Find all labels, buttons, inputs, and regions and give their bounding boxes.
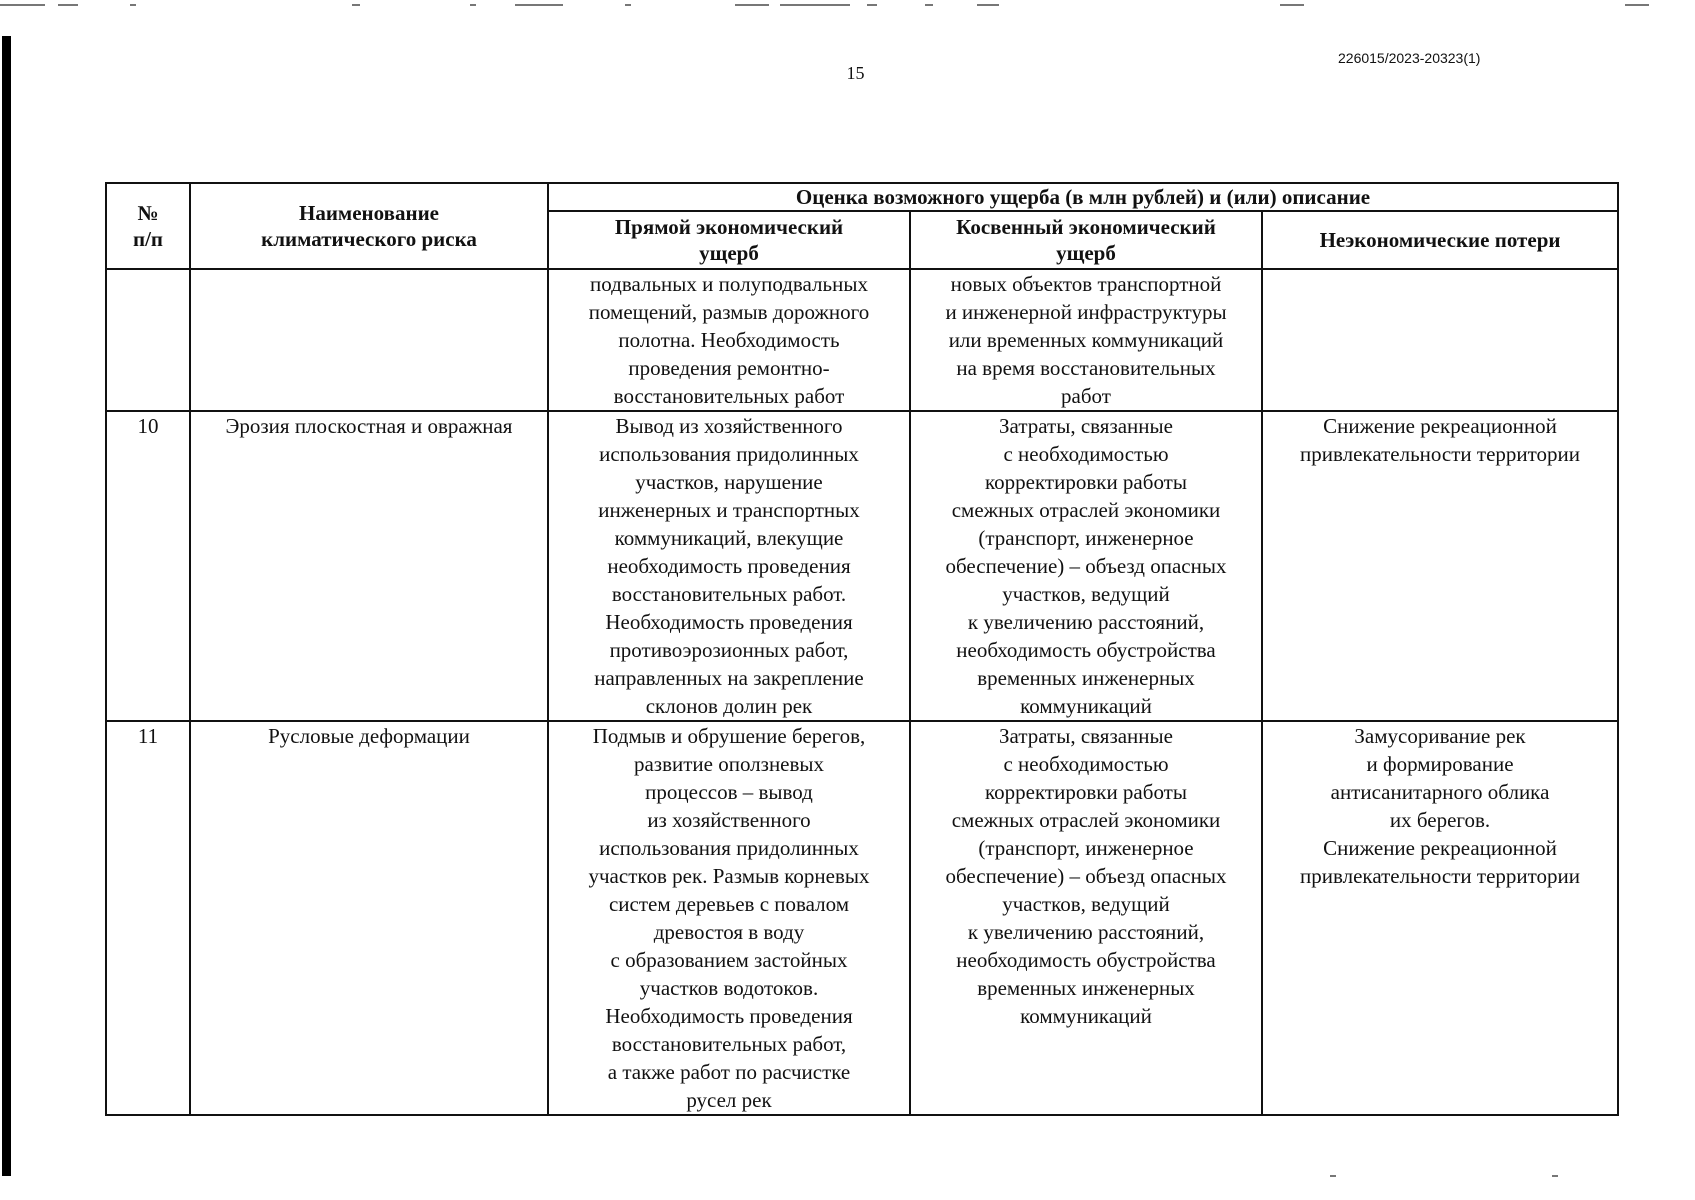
row-number: 11 <box>106 721 190 1115</box>
indirect-damage: Затраты, связанные с необходимостью корректировки работы смежных отраслей экономики (транспорт, инженерное обеспечение) – объезд опасных участков, ведущий к увеличению расстояний, необходимость обустройства временных инженерных коммуникаций <box>910 721 1262 1115</box>
direct-damage: подвальных и полуподвальных помещений, размыв дорожного полотна. Необходимость проведения ремонтно- восстановительных работ <box>548 269 910 411</box>
scan-edge-shadow <box>2 36 11 1176</box>
scan-bottom-marks <box>0 1175 1695 1179</box>
risk-name: Эрозия плоскостная и овражная <box>190 411 548 721</box>
indirect-damage: Затраты, связанные с необходимостью корректировки работы смежных отраслей экономики (транспорт, инженерное обеспечение) – объезд опасных участков, ведущий к увеличению расстояний, необходимость обустройства временных инженерных коммуникаций <box>910 411 1262 721</box>
noneconomic-losses <box>1262 269 1618 411</box>
direct-damage: Вывод из хозяйственного использования придолинных участков, нарушение инженерных и транспортных коммуникаций, влекущие необходимость проведения восстановительных работ. Необходимость проведения противоэрозионных работ, направленных на закрепление склонов долин рек <box>548 411 910 721</box>
climate-risk-table <box>105 182 1619 1116</box>
table-row <box>106 721 1618 1115</box>
row-number: 10 <box>106 411 190 721</box>
noneconomic-losses: Снижение рекреационной привлекательности территории <box>1262 411 1618 721</box>
noneconomic-losses: Замусоривание рек и формирование антисанитарного облика их берегов. Снижение рекреационной привлекательности территории <box>1262 721 1618 1115</box>
scan-top-marks <box>0 4 1695 10</box>
header-direct-damage: Прямой экономический ущерб <box>548 211 910 269</box>
indirect-damage: новых объектов транспортной и инженерной инфраструктуры или временных коммуникаций на время восстановительных работ <box>910 269 1262 411</box>
header-damage-assessment: Оценка возможного ущерба (в млн рублей) и (или) описание <box>548 183 1618 211</box>
document-id: 226015/2023-20323(1) <box>1338 50 1481 66</box>
risk-name: Русловые деформации <box>190 721 548 1115</box>
header-indirect-damage: Косвенный экономический ущерб <box>910 211 1262 269</box>
direct-damage: Подмыв и обрушение берегов, развитие оползневых процессов – вывод из хозяйственного использования придолинных участков рек. Размыв корневых систем деревьев с повалом древостоя в воду с образованием застойных участков водотоков. Необходимость проведения восстановительных работ, а также работ по расчистке русел рек <box>548 721 910 1115</box>
row-number <box>106 269 190 411</box>
header-number: № п/п <box>106 183 190 269</box>
header-risk-name: Наименование климатического риска <box>190 183 548 269</box>
page-number: 15 <box>846 63 865 83</box>
header-noneconomic-losses: Неэкономические потери <box>1262 211 1618 269</box>
risk-name <box>190 269 548 411</box>
table-row <box>106 411 1618 721</box>
table-row <box>106 269 1618 411</box>
